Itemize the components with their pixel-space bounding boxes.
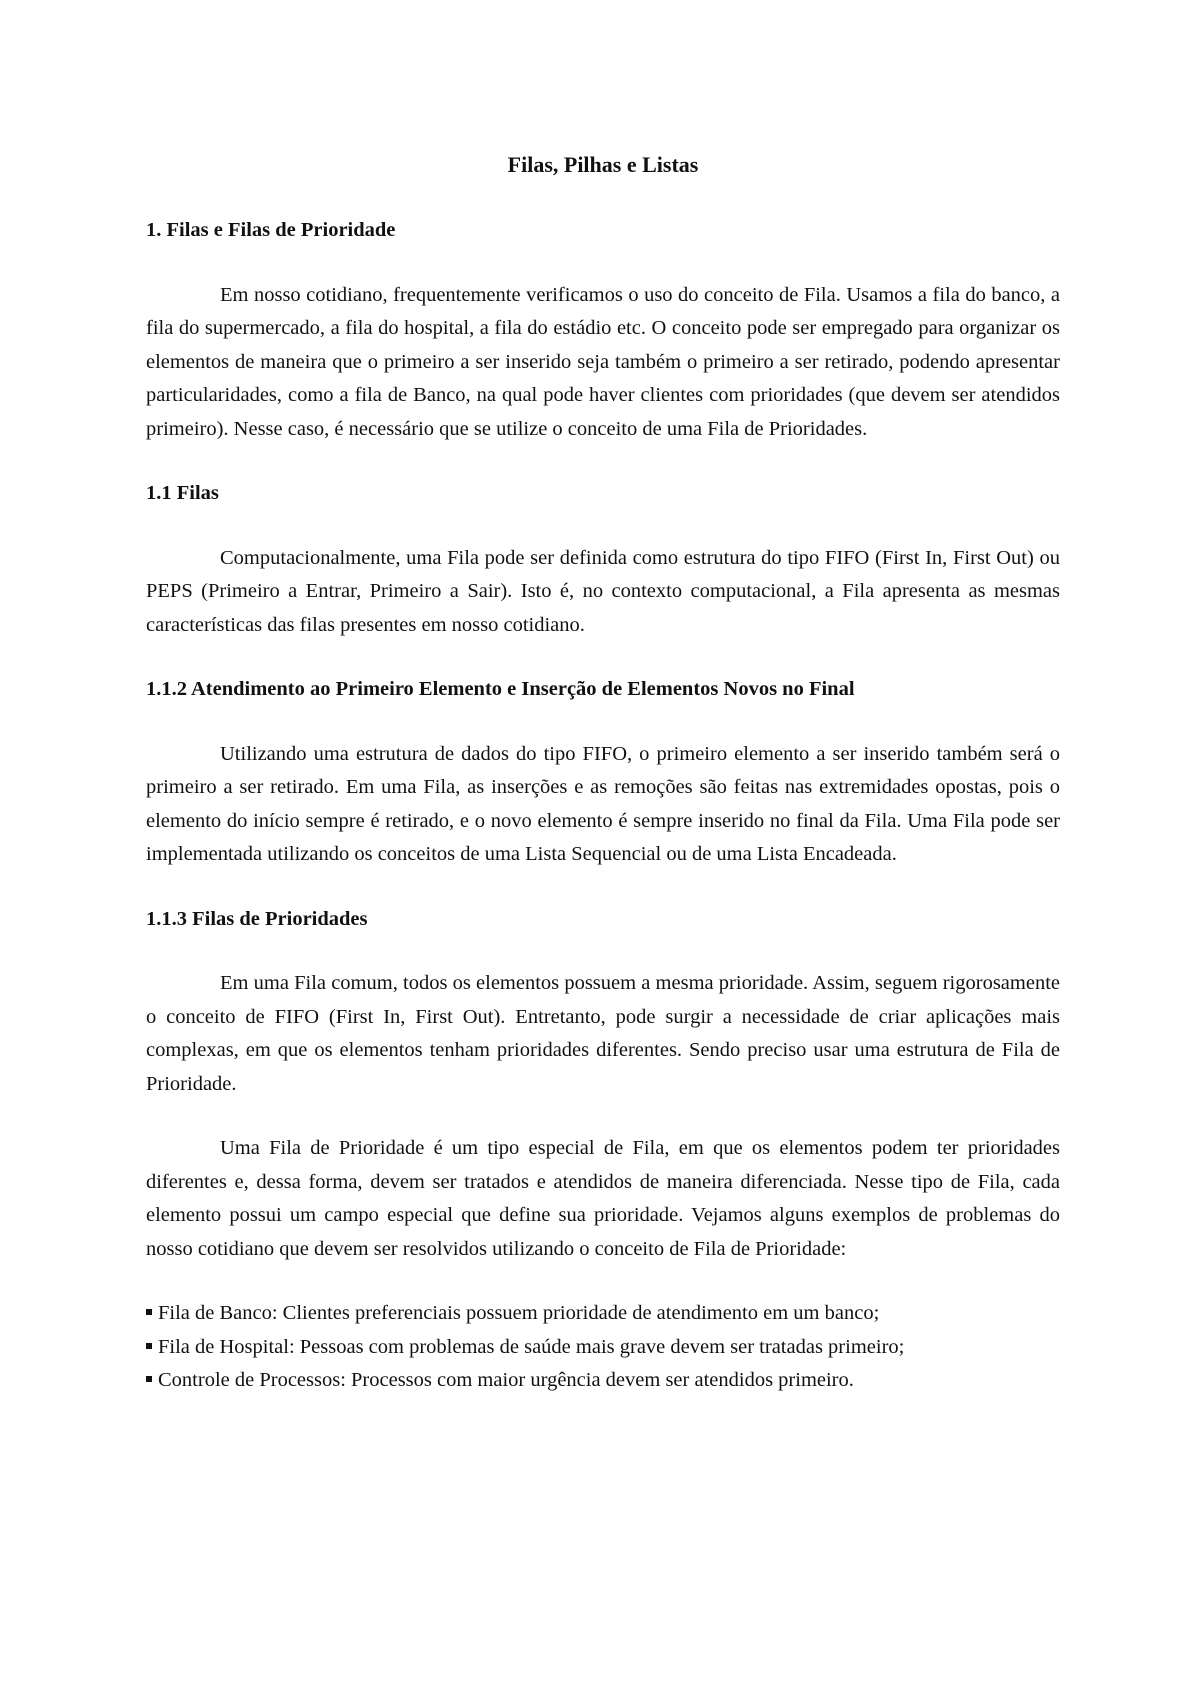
section-heading-filas-de-prioridades: 1.1.3 Filas de Prioridades: [146, 907, 368, 930]
section-heading-filas-e-prioridade: 1. Filas e Filas de Prioridade: [146, 219, 396, 241]
paragraph-fifo-definition: Computacionalmente, uma Fila pode ser definida como estrutura do tipo FIFO (First In, First Out) ou PEPS (Primeiro a Entrar, Primeiro a Sair). Isto é, no contexto computacional, a Fila apresenta as mesmas características das filas presentes em nosso cotidiano.: [146, 546, 1060, 636]
list-item: [146, 1364, 1060, 1398]
document-title: Filas, Pilhas e Listas: [507, 152, 699, 177]
examples-bullet-list: [146, 1297, 1060, 1398]
square-bullet-icon: [146, 1343, 152, 1349]
document-body: [146, 148, 1060, 1398]
section-heading-filas: 1.1 Filas: [146, 482, 219, 504]
list-item-text: Fila de Hospital: Pessoas com problemas de saúde mais grave devem ser tratadas primeiro;: [158, 1335, 905, 1358]
paragraph-intro-filas: Em nosso cotidiano, frequentemente verificamos o uso do conceito de Fila. Usamos a fila do banco, a fila do supermercado, a fila do hospital, a fila do estádio etc. O conceito pode ser empregado para organizar os elementos de maneira que o primeiro a ser inserido seja também o primeiro a ser retirado, podendo apresentar particularidades, como a fila de Banco, na qual pode haver clientes com prioridades (que devem ser atendidos primeiro). Nesse caso, é necessário que se utilize o conceito de uma Fila de Prioridades.: [146, 283, 1060, 440]
paragraph-atendimento: Utilizando uma estrutura de dados do tipo FIFO, o primeiro elemento a ser inserido também será o primeiro a ser retirado. Em uma Fila, as inserções e as remoções são feitas nas extremidades opostas, pois o elemento do início sempre é retirado, e o novo elemento é sempre inserido no final da Fila. Uma Fila pode ser implementada utilizando os conceitos de uma Lista Sequencial ou de uma Lista Encadeada.: [146, 742, 1060, 865]
paragraph-fila-comum: Em uma Fila comum, todos os elementos possuem a mesma prioridade. Assim, seguem rigorosamente o conceito de FIFO (First In, First Out). Entretanto, pode surgir a necessidade de criar aplicações mais complexas, em que os elementos tenham prioridades diferentes. Sendo preciso usar uma estrutura de Fila de Prioridade.: [146, 972, 1060, 1095]
square-bullet-icon: [146, 1376, 152, 1382]
paragraph-fila-de-prioridade: Uma Fila de Prioridade é um tipo especial de Fila, em que os elementos podem ter prioridades diferentes e, dessa forma, devem ser tratados e atendidos de maneira diferenciada. Nesse tipo de Fila, cada elemento possui um campo especial que define sua prioridade. Vejamos alguns exemplos de problemas do nosso cotidiano que devem ser resolvidos utilizando o conceito de Fila de Prioridade:: [146, 1137, 1060, 1260]
list-item-text: Fila de Banco: Clientes preferenciais possuem prioridade de atendimento em um banco;: [158, 1302, 880, 1324]
section-heading-atendimento: 1.1.2 Atendimento ao Primeiro Elemento e Inserção de Elementos Novos no Final: [146, 678, 855, 700]
list-item: [146, 1297, 1060, 1331]
list-item-text: Controle de Processos: Processos com maior urgência devem ser atendidos primeiro.: [158, 1369, 854, 1391]
list-item: [146, 1331, 1060, 1365]
square-bullet-icon: [146, 1309, 152, 1315]
